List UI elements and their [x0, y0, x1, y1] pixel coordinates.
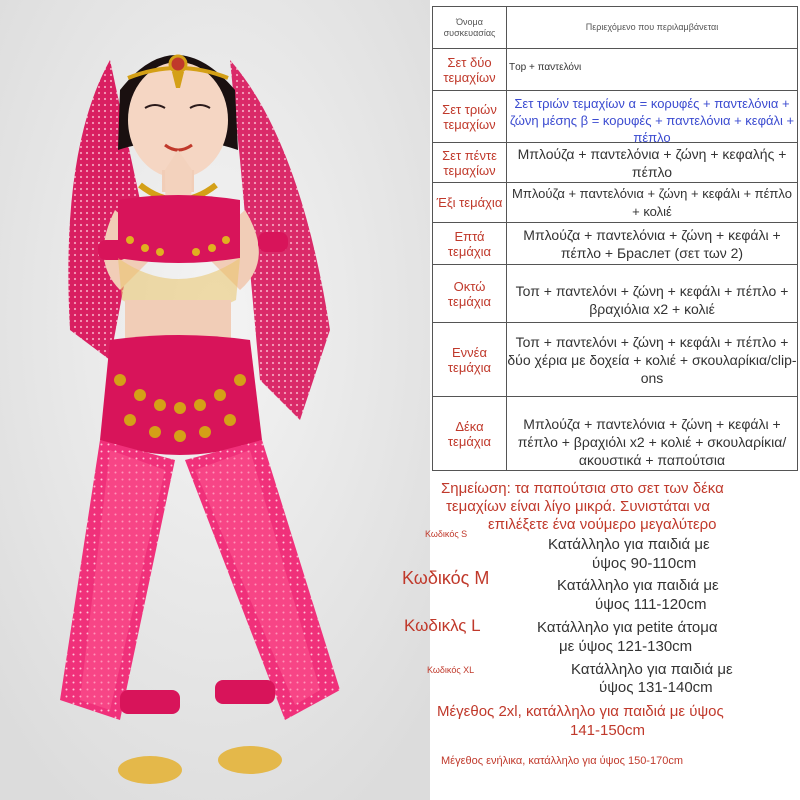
package-name: Σετ πέντε τεμαχίων — [433, 143, 507, 183]
table-header-row — [433, 7, 798, 49]
table-row — [433, 397, 798, 471]
size-guide — [400, 470, 800, 800]
package-name: Επτά τεμάχια — [433, 223, 507, 265]
package-content: Σετ τριών τεμαχίων α = κορυφές + παντελόνια + ζώνη μέσης β = κορυφές + παντελόνια + κεφάλι + πέπλο — [507, 91, 798, 143]
size-desc: Κατάλληλο για petite άτομα — [537, 619, 718, 636]
package-content: Μπλούζα + παντελόνια + ζώνη + κεφάλι + πέπλο + βραχιόλι x2 + κολιέ + σκουλαρίκια/ακουστικά + παπούτσια — [507, 397, 798, 471]
size-desc: Κατάλληλο για παιδιά με — [571, 661, 733, 678]
size-code-s: Κωδικός S — [425, 529, 468, 539]
size-2xl: Μέγεθος 2xl, κατάλληλο για παιδιά με ύψος — [437, 703, 724, 720]
note-line: επιλέξετε ένα νούμερο μεγαλύτερο — [488, 516, 717, 533]
table-row — [433, 91, 798, 143]
size-2xl: 141-150cm — [570, 722, 646, 739]
size-desc: Κατάλληλο για παιδιά με — [557, 577, 719, 594]
package-table — [432, 6, 798, 471]
size-code-l: Κωδικλς L — [404, 616, 481, 635]
note-line: τεμαχίων είναι λίγο μικρά. Συνιστάται να — [446, 498, 711, 515]
package-content: Τοπ + παντελόνι + ζώνη + κεφάλι + πέπλο + δύο χέρια με δοχεία + κολιέ + σκουλαρίκια/clip-ons — [507, 323, 798, 397]
size-code-m: Κωδικός M — [402, 568, 490, 588]
package-content: Μπλούζα + παντελόνια + ζώνη + κεφαλής + πέπλο — [507, 143, 798, 183]
size-desc: με ύψος 121-130cm — [559, 638, 693, 655]
table-row — [433, 223, 798, 265]
size-desc: ύψος 111-120cm — [595, 596, 707, 613]
header-content: Περιεχόμενο που περιλαμβάνεται — [507, 7, 798, 49]
note-line: Σημείωση: τα παπούτσια στο σετ των δέκα — [441, 480, 724, 497]
header-package-name: Όνομα συσκευασίας — [433, 7, 507, 49]
table-row — [433, 143, 798, 183]
table-row — [433, 323, 798, 397]
table-row — [433, 183, 798, 223]
size-adult: Μέγεθος ενήλικα, κατάλληλο για ύψος 150-170cm — [441, 755, 683, 767]
size-desc: Κατάλληλο για παιδιά με — [548, 536, 710, 553]
package-name: Έξι τεμάχια — [433, 183, 507, 223]
size-desc: ύψος 90-110cm — [592, 555, 697, 572]
package-content: Τοπ + παντελόνι + ζώνη + κεφάλι + πέπλο + βραχιόλια x2 + κολιέ — [507, 265, 798, 323]
table-row — [433, 265, 798, 323]
package-content: Τop + παντελόνι — [507, 49, 798, 91]
size-code-xl: Κωδικός XL — [427, 665, 475, 675]
package-content: Μπλούζα + παντελόνια + ζώνη + κεφάλι + πέπλο + Браслет (σετ των 2) — [507, 223, 798, 265]
package-name: Σετ δύο τεμαχίων — [433, 49, 507, 91]
package-name: Σετ τριών τεμαχίων — [433, 91, 507, 143]
package-name: Δέκα τεμάχια — [433, 397, 507, 471]
package-name: Εννέα τεμάχια — [433, 323, 507, 397]
size-desc: ύψος 131-140cm — [599, 679, 713, 696]
table-row — [433, 49, 798, 91]
package-name: Οκτώ τεμάχια — [433, 265, 507, 323]
package-content: Μπλούζα + παντελόνια + ζώνη + κεφάλι + πέπλο + κολιέ — [507, 183, 798, 223]
